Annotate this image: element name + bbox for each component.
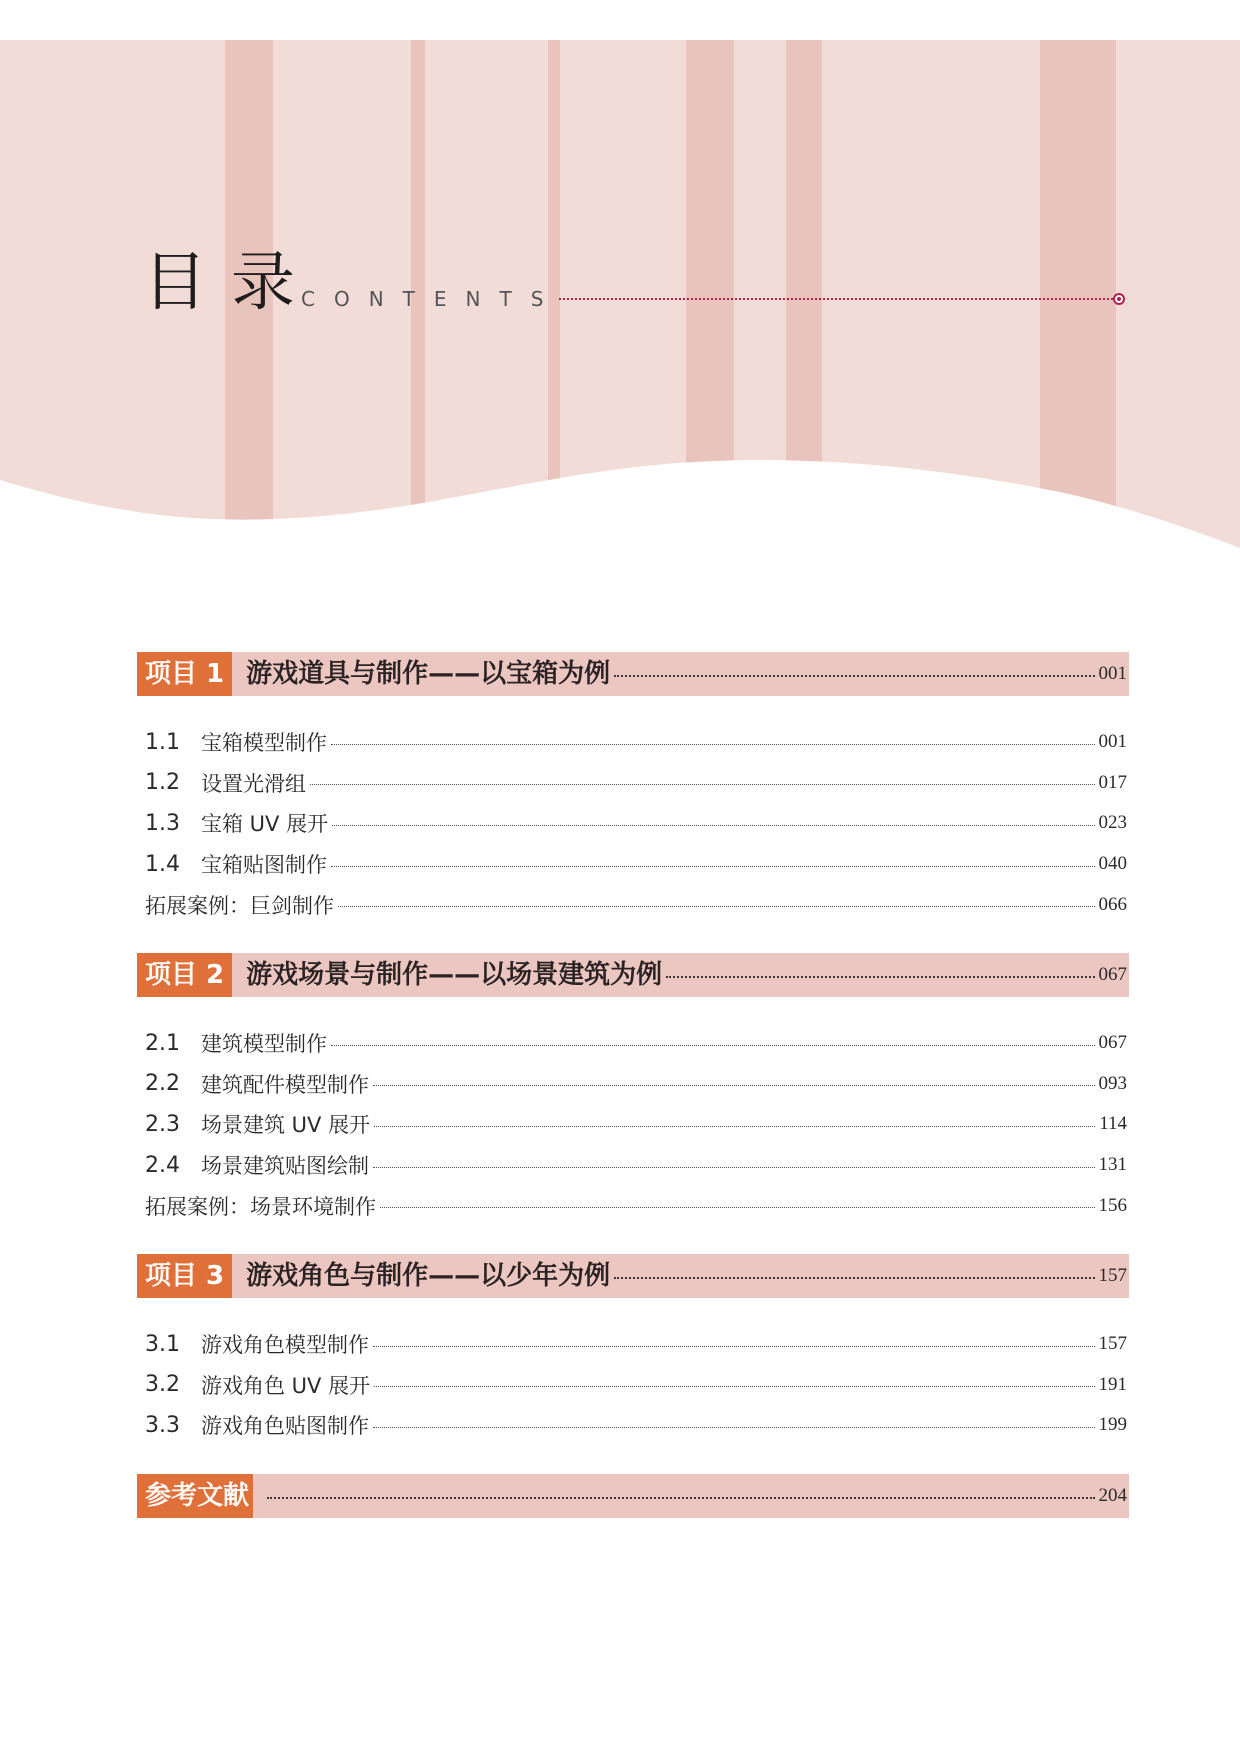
chapter-heading[interactable] bbox=[137, 652, 1129, 696]
section-title: 场景建筑 UV 展开 bbox=[201, 1113, 371, 1138]
dot-leader bbox=[373, 1346, 1095, 1347]
references-label: 参考文献 bbox=[137, 1474, 253, 1518]
page-subtitle: CONTENTS bbox=[301, 287, 563, 311]
page-number: 114 bbox=[1099, 1113, 1127, 1135]
dot-leader bbox=[666, 976, 1094, 978]
section-number: 3.2 bbox=[145, 1372, 180, 1398]
section-title: 场景建筑贴图绘制 bbox=[201, 1154, 369, 1179]
chapter-2 bbox=[137, 953, 1129, 1226]
toc-entry-extension[interactable] bbox=[137, 1185, 1129, 1226]
page-number: 017 bbox=[1098, 771, 1127, 793]
toc-entry[interactable] bbox=[137, 1324, 1129, 1365]
references-heading[interactable] bbox=[137, 1474, 1129, 1518]
chapter-title: 游戏场景与制作——以场景建筑为例 bbox=[246, 959, 663, 990]
section-title: 宝箱贴图制作 bbox=[201, 853, 327, 878]
dot-leader bbox=[310, 784, 1095, 785]
page-number: 067 bbox=[1098, 963, 1127, 985]
page-number: 157 bbox=[1098, 1333, 1127, 1355]
toc-entry[interactable] bbox=[137, 722, 1129, 763]
section-title: 宝箱 UV 展开 bbox=[201, 812, 329, 837]
section-number: 2.2 bbox=[145, 1071, 180, 1097]
section-number: 1.3 bbox=[145, 810, 180, 836]
toc-entry[interactable] bbox=[137, 1023, 1129, 1064]
references-entry bbox=[137, 1474, 1129, 1518]
dot-leader bbox=[373, 1427, 1095, 1428]
page-number: 156 bbox=[1098, 1194, 1127, 1216]
chapter-3 bbox=[137, 1254, 1129, 1446]
page-number: 199 bbox=[1098, 1414, 1127, 1436]
dot-leader bbox=[373, 1085, 1095, 1086]
toc-entry[interactable] bbox=[137, 763, 1129, 804]
section-title: 游戏角色模型制作 bbox=[201, 1333, 369, 1358]
toc-entry[interactable] bbox=[137, 1365, 1129, 1406]
page-number: 001 bbox=[1098, 731, 1127, 753]
page-number: 066 bbox=[1098, 893, 1127, 915]
chapter-heading[interactable] bbox=[137, 953, 1129, 997]
section-number: 2.1 bbox=[145, 1030, 180, 1056]
page-number: 157 bbox=[1098, 1264, 1127, 1286]
dot-leader bbox=[614, 1277, 1094, 1279]
dot-leader bbox=[374, 1386, 1094, 1387]
dot-leader bbox=[614, 675, 1094, 677]
toc-entry[interactable] bbox=[137, 803, 1129, 844]
page-number: 067 bbox=[1098, 1032, 1127, 1054]
dot-leader bbox=[267, 1497, 1094, 1499]
section-number: 3.1 bbox=[145, 1331, 180, 1357]
chapter-tag: 项目 1 bbox=[137, 652, 232, 696]
section-title: 设置光滑组 bbox=[201, 771, 306, 796]
section-number: 3.3 bbox=[145, 1412, 180, 1438]
toc-entry[interactable] bbox=[137, 1145, 1129, 1186]
section-number: 2.4 bbox=[145, 1152, 180, 1178]
toc-entry[interactable] bbox=[137, 1104, 1129, 1145]
section-number: 1.1 bbox=[145, 729, 180, 755]
page-title: 目录 bbox=[143, 246, 319, 320]
section-number: 1.4 bbox=[145, 851, 180, 877]
section-number: 2.3 bbox=[145, 1111, 180, 1137]
dot-leader bbox=[373, 1167, 1095, 1168]
toc-entry[interactable] bbox=[137, 844, 1129, 885]
dot-leader bbox=[331, 866, 1095, 867]
section-number: 1.2 bbox=[145, 770, 180, 796]
section-title: 建筑模型制作 bbox=[201, 1032, 327, 1057]
chapter-title: 游戏道具与制作——以宝箱为例 bbox=[246, 659, 611, 689]
toc-entry[interactable] bbox=[137, 1405, 1129, 1446]
section-title: 宝箱模型制作 bbox=[201, 731, 327, 756]
dot-leader bbox=[374, 1126, 1095, 1127]
section-title: 拓展案例：场景环境制作 bbox=[145, 1194, 376, 1219]
chapter-tag: 项目 3 bbox=[137, 1254, 232, 1298]
page-number: 001 bbox=[1098, 663, 1127, 684]
dot-leader bbox=[332, 825, 1094, 826]
page-number: 204 bbox=[1098, 1484, 1127, 1506]
toc-entry-extension[interactable] bbox=[137, 884, 1129, 925]
section-title: 游戏角色贴图制作 bbox=[201, 1414, 369, 1439]
dot-leader bbox=[380, 1207, 1095, 1208]
title-dotted-rule bbox=[559, 298, 1113, 300]
page-number: 191 bbox=[1098, 1373, 1127, 1395]
target-dot-icon bbox=[1113, 293, 1125, 305]
table-of-contents bbox=[137, 652, 1129, 1546]
page-number: 040 bbox=[1098, 853, 1127, 875]
section-title: 拓展案例：巨剑制作 bbox=[145, 893, 334, 918]
chapter-1 bbox=[137, 652, 1129, 925]
chapter-tag: 项目 2 bbox=[137, 953, 232, 997]
dot-leader bbox=[331, 1045, 1095, 1046]
dot-leader bbox=[338, 906, 1095, 907]
section-title: 游戏角色 UV 展开 bbox=[201, 1373, 371, 1398]
dot-leader bbox=[331, 744, 1095, 745]
page-number: 023 bbox=[1098, 812, 1127, 834]
section-title: 建筑配件模型制作 bbox=[201, 1072, 369, 1097]
page-number: 093 bbox=[1098, 1072, 1127, 1094]
toc-entry[interactable] bbox=[137, 1064, 1129, 1105]
chapter-title: 游戏角色与制作——以少年为例 bbox=[246, 1260, 611, 1291]
chapter-heading[interactable] bbox=[137, 1254, 1129, 1298]
page-number: 131 bbox=[1098, 1154, 1127, 1176]
